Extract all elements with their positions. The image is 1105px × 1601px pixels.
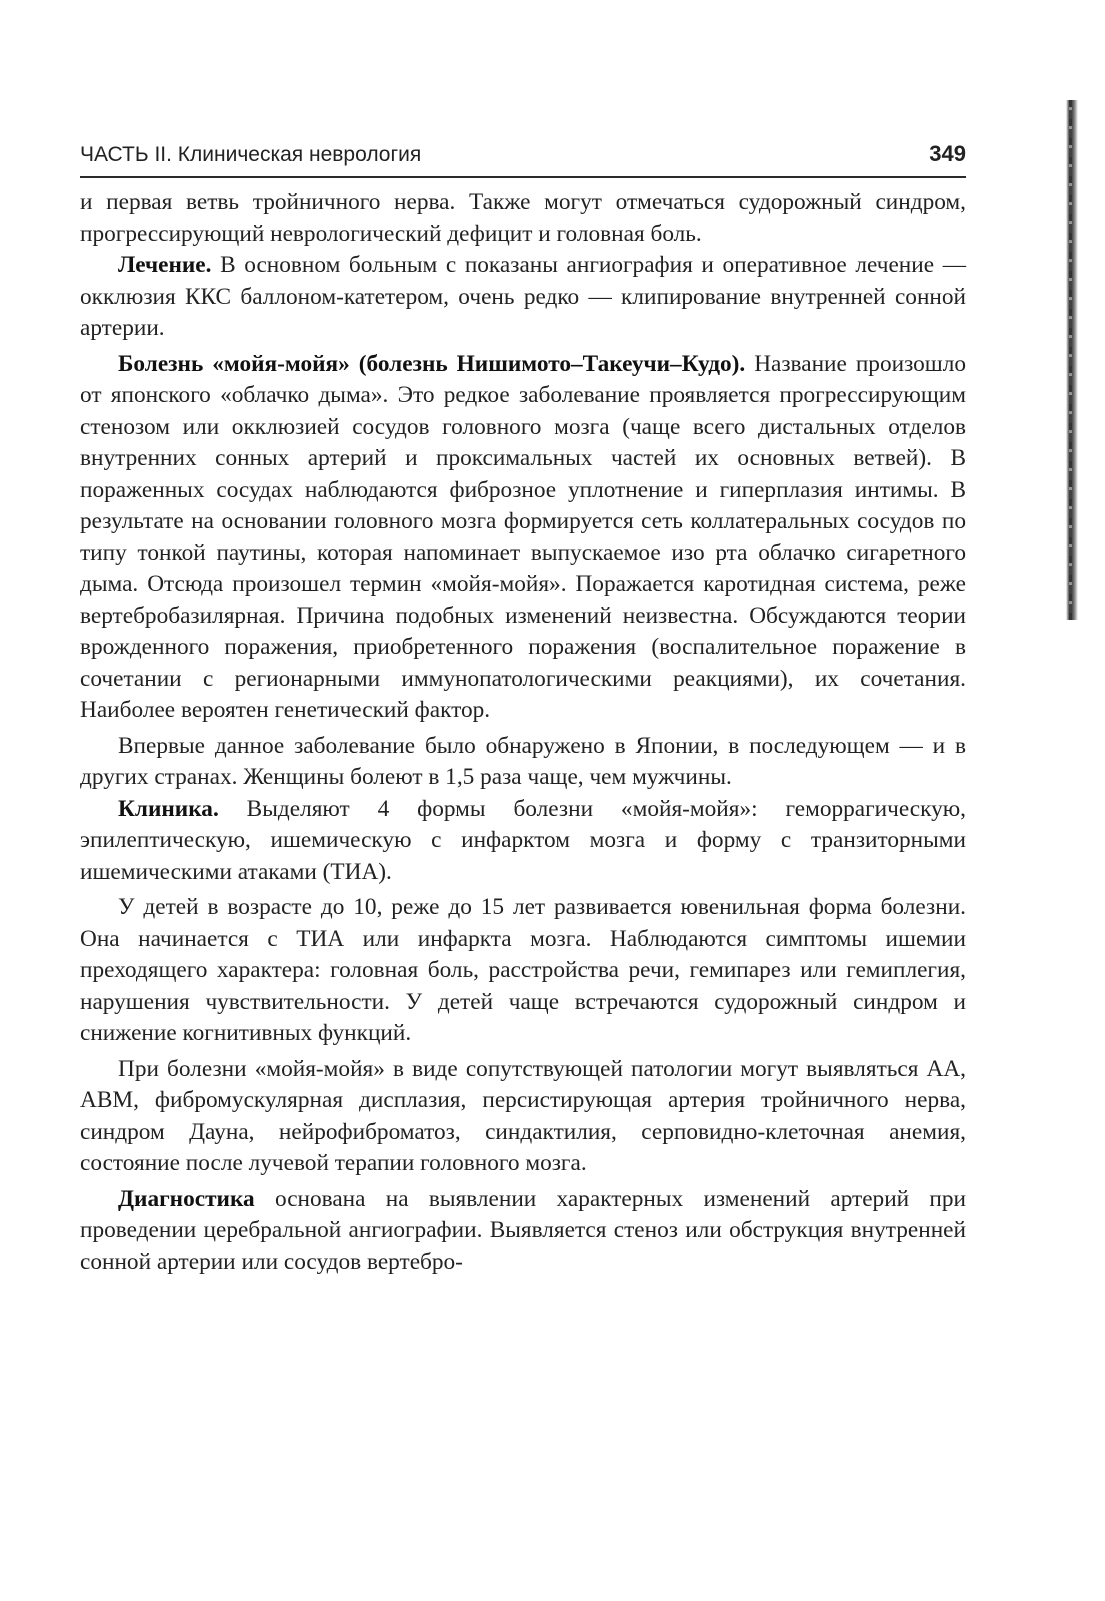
heading-moyamoya: Болезнь «мойя-мойя» (болезнь Нишимото–Такеучи–Кудо).	[118, 350, 746, 377]
paragraph-treatment	[80, 250, 966, 345]
paragraph-moyamoya	[80, 349, 966, 727]
heading-clinic: Клиника.	[118, 795, 219, 822]
paragraph-juvenile: У детей в возрасте до 10, реже до 15 лет развивается ювенильная форма болезни. Она начинается с ТИА или инфаркта мозга. Наблюдаются симптомы ишемии преходящего характера: головная боль, расстройства речи, гемипарез или гемиплегия, нарушения чувствительности. У детей чаще встречаются судорожный синдром и снижение когнитивных функций.	[80, 894, 966, 1046]
paragraph-comorbidity: При болезни «мойя-мойя» в виде сопутствующей патологии могут выявляться АА, АВМ, фибромускулярная дисплазия, персистирующая артерия тройничного нерва, синдром Дауна, нейрофиброматоз, синдактилия, серповидно-клеточная анемия, состояние после лучевой терапии головного мозга.	[80, 1055, 966, 1176]
running-title: ЧАСТЬ II. Клиническая неврология	[80, 143, 422, 166]
adjacent-page-edge	[1066, 100, 1078, 620]
body-text	[80, 187, 966, 1278]
running-header	[80, 141, 966, 171]
paragraph-clinic	[80, 794, 966, 889]
header-rule	[80, 176, 966, 178]
paragraph-diagnostics	[80, 1184, 966, 1279]
diagnostics-text: основана на выявлении характерных изменений артерий при проведении церебральной ангиографии. Выявляется стеноз или обструкция внутренней сонной артерии или сосудов вертебро-	[80, 1185, 966, 1275]
paragraph-epidemiology: Впервые данное заболевание было обнаружено в Японии, в последующем — и в других странах. Женщины болеют в 1,5 раза чаще, чем мужчины.	[80, 732, 966, 790]
paragraph-continuation: и первая ветвь тройничного нерва. Также могут отмечаться судорожный синдром, прогрессирующий неврологический дефицит и головная боль.	[80, 189, 966, 247]
heading-treatment: Лечение.	[118, 252, 212, 278]
clinic-text: Выделяют 4 формы болезни «мойя-мойя»: геморрагическую, эпилептическую, ишемическую с инфарктом мозга и форму с транзиторными ишемическими атаками (ТИА).	[80, 795, 966, 885]
page-number: 349	[929, 141, 966, 166]
treatment-text: В основном больным с показаны ангиография и оперативное лечение — окклюзия ККС баллоном-катетером, очень редко — клипирование внутренней сонной артерии.	[80, 252, 966, 341]
heading-diagnostics: Диагностика	[118, 1185, 255, 1212]
moyamoya-text: Название произошло от японского «облачко дыма». Это редкое заболевание проявляется прогрессирующим стенозом или окклюзией сосудов головного мозга (чаще всего дистальных отделов внутренних сонных артерий и проксимальных частей их основных ветвей). В пораженных сосудах наблюдаются фиброзное уплотнение и гиперплазия интимы. В результате на основании головного мозга формируется сеть коллатеральных сосудов по типу тонкой паутины, которая напоминает выпускаемое изо рта облачко сигаретного дыма. Отсюда произошел термин «мойя-мойя». Поражается каротидная система, реже вертебробазилярная. Причина подобных изменений неизвестна. Обсуждаются теории врожденного поражения, приобретенного поражения (воспалительное поражение в сочетании с регионарными иммунопатологическими реакциями), их сочетания. Наиболее вероятен генетический фактор.	[80, 350, 967, 723]
